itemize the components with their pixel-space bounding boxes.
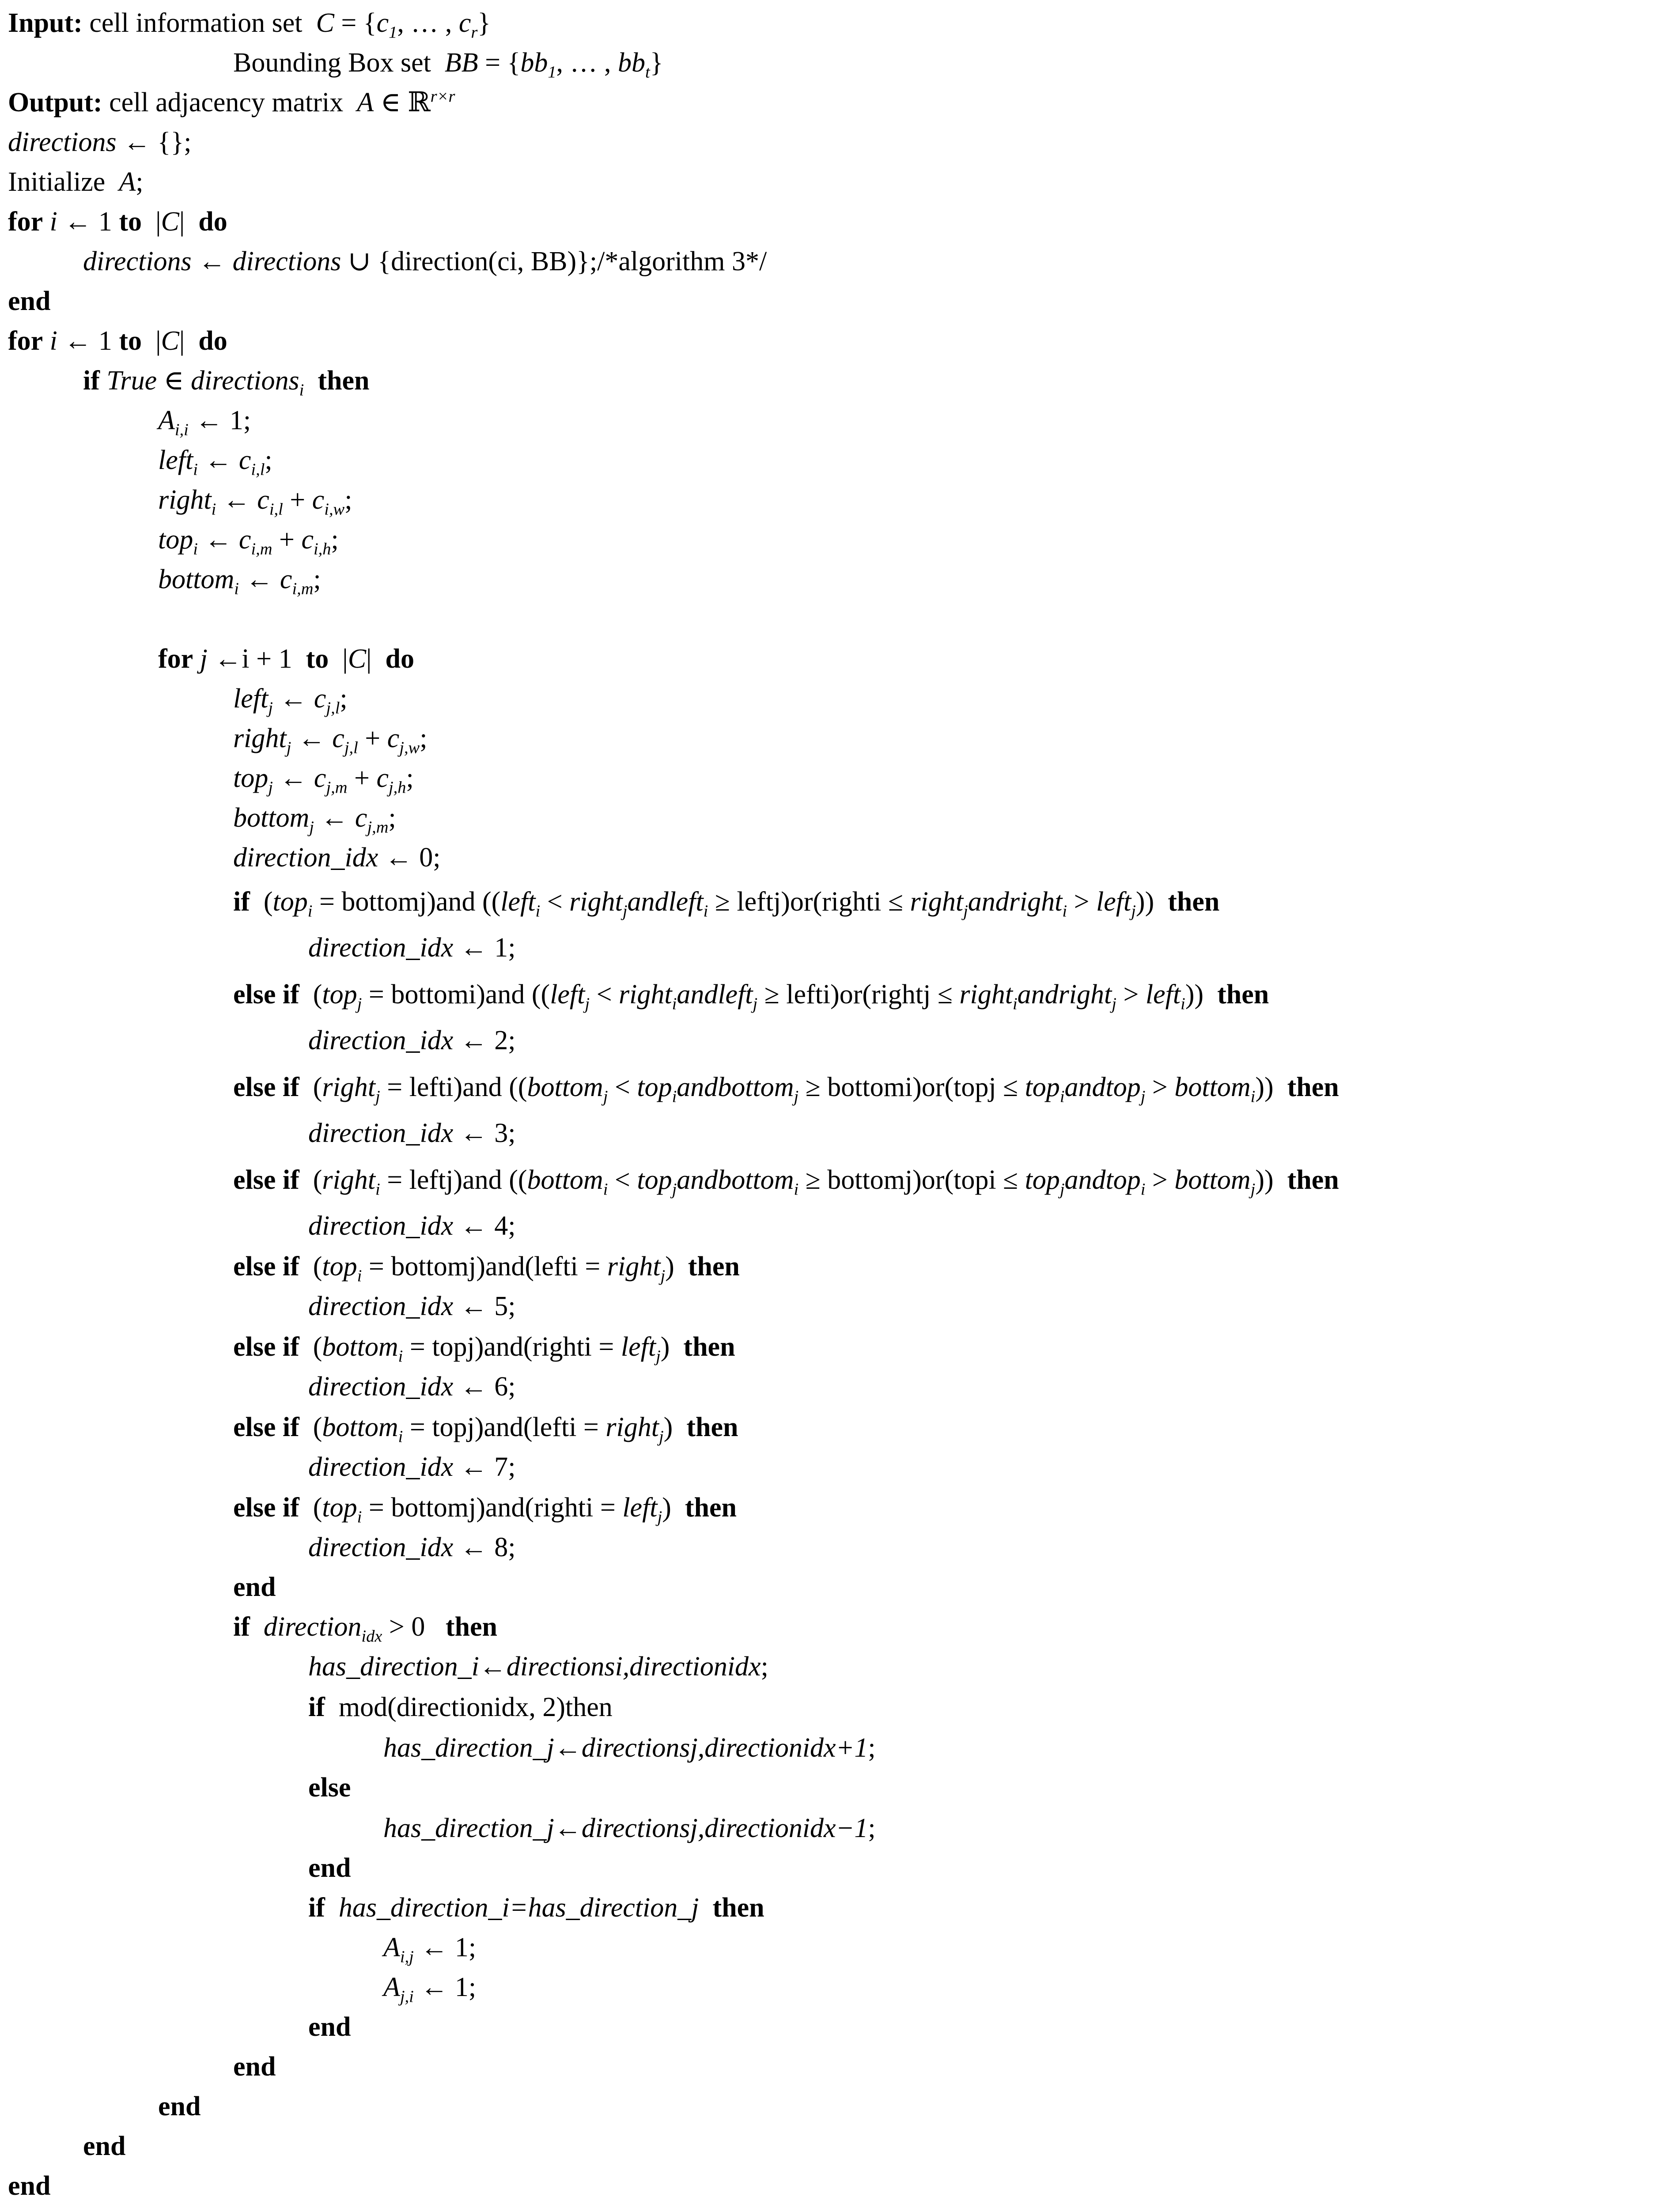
code-line <box>308 1206 516 1246</box>
code-line <box>233 1407 738 1448</box>
code-line-text: direction_idx ← 6; <box>308 1372 516 1402</box>
code-line <box>83 360 370 401</box>
code-line <box>8 122 191 163</box>
code-line-text: else if (bottom$_i$ = topj)and(lefti = right$_j$) then <box>233 1412 738 1446</box>
code-line <box>383 1808 876 1849</box>
code-line <box>233 1607 497 1647</box>
code-line-text: Input: cell information set $C = \{c_1$, … , $c_r$} <box>8 8 491 42</box>
code-line <box>8 201 227 242</box>
code-line-text: direction_idx ← 5; <box>308 1291 516 1321</box>
code-line <box>383 1927 476 1968</box>
code-line <box>308 1848 351 1888</box>
code-line-text: direction_idx ← 1; <box>308 933 516 963</box>
code-line <box>158 559 321 600</box>
code-line-text: else if (top$_i$ = bottomj)and(righti = left$_j$) then <box>233 1493 737 1527</box>
code-line-text: directions ← {}; <box>8 127 192 157</box>
code-line-text: directions ← directions ∪ {direction(ci, BB)};/*algorithm 3*/ <box>83 246 767 276</box>
code-line-text: else if (right$_j$ = lefti)and ((bottom$_j$ < top$_i$andbottom$_j$ ≥ bottomi)or(topj ≤ top$_i$andtop$_j$ > bottom$_i$)) then <box>233 1072 1339 1106</box>
code-line-text: direction_idx ← 3; <box>308 1118 516 1148</box>
code-line <box>233 2046 276 2087</box>
code-line-text: left$_i$ ← $c_{i,l}$; <box>158 445 272 479</box>
code-line <box>158 519 339 560</box>
code-line <box>158 400 251 441</box>
code-line <box>233 1246 740 1287</box>
code-line-text: end <box>8 2171 51 2201</box>
code-line-text: has_direction_j←directionsj,directionidx+1; <box>383 1733 876 1763</box>
code-line-text: has_direction_j←directionsj,directionidx−1; <box>383 1813 876 1843</box>
code-line <box>308 1113 516 1153</box>
code-line-text: end <box>233 2052 276 2082</box>
code-line <box>233 1160 1339 1200</box>
code-line-text: if direction$_{idx}$ > 0 then <box>233 1612 497 1646</box>
code-line-text: has_direction_i←directionsi,directionidx; <box>308 1652 768 1682</box>
code-line-text: top$_i$ ← $c_{i,m} + c_{i,h}$; <box>158 525 339 559</box>
code-line-text: direction_idx ← 0; <box>233 843 441 873</box>
code-line <box>308 1447 516 1487</box>
code-line-text: Output: cell adjacency matrix A ∈ ℝ$^{r\times r}$ <box>8 87 455 117</box>
code-line <box>308 2007 351 2047</box>
code-line <box>233 881 1219 922</box>
code-line <box>8 281 50 321</box>
code-line-text: end <box>83 2131 126 2161</box>
code-line <box>158 639 414 679</box>
code-line-text: for i ← 1 to |C| do <box>8 326 227 356</box>
code-line <box>308 927 516 968</box>
code-line-text: $A_{i,i}$ ← 1; <box>158 405 251 439</box>
code-line-text: if True ∈ directions$_i$ then <box>83 366 370 400</box>
code-line <box>83 241 767 282</box>
code-line <box>233 974 1269 1015</box>
code-line-text: else if (top$_j$ = bottomi)and ((left$_j$ < right$_i$andleft$_j$ ≥ lefti)or(rightj ≤ right$_i$andright$_j$ > left$_i$)) then <box>233 979 1269 1013</box>
code-line <box>233 1567 276 1607</box>
code-line-text: end <box>233 1572 276 1602</box>
code-line-text: top$_j$ ← $c_{j,m} + c_{j,h}$; <box>233 763 414 797</box>
code-line-text: for i ← 1 to |C| do <box>8 207 227 237</box>
code-line-text: for j ←i + 1 to |C| do <box>158 644 414 674</box>
code-line <box>308 1687 613 1728</box>
code-line-text: direction_idx ← 8; <box>308 1532 516 1562</box>
code-line <box>308 1767 351 1808</box>
code-line-text: if (top$_i$ = bottomj)and ((left$_i$ < right$_j$andleft$_i$ ≥ leftj)or(righti ≤ right$_j$andright$_i$ > left$_j$)) then <box>233 887 1220 921</box>
code-line-text: direction_idx ← 7; <box>308 1452 516 1482</box>
code-line-text: direction_idx ← 4; <box>308 1211 516 1241</box>
code-line-text: direction_idx ← 2; <box>308 1025 516 1055</box>
code-line <box>83 2126 125 2166</box>
code-line-text: if mod(directionidx, 2)then <box>308 1692 613 1722</box>
code-line-text: end <box>308 2012 351 2042</box>
code-line-text: bottom$_j$ ← $c_{j,m}$; <box>233 803 396 837</box>
code-line <box>8 162 143 202</box>
code-line <box>8 3 491 43</box>
code-line-text: else if (top$_i$ = bottomj)and(lefti = right$_j$) then <box>233 1251 740 1285</box>
code-line-text: else <box>308 1773 351 1803</box>
code-line <box>233 1327 735 1367</box>
code-line <box>308 1646 768 1687</box>
code-line <box>308 1527 516 1568</box>
code-line <box>233 678 348 719</box>
code-line-text: else if (right$_i$ = leftj)and ((bottom$_i$ < top$_j$andbottom$_i$ ≥ bottomj)or(topi ≤ top$_j$andtop$_i$ > bottom$_j$)) then <box>233 1165 1339 1199</box>
code-line-text: else if (bottom$_i$ = topj)and(righti = left$_j$) then <box>233 1332 735 1366</box>
code-line <box>308 1286 516 1327</box>
code-line <box>233 758 414 798</box>
code-line <box>8 321 227 361</box>
code-line-text: end <box>308 1853 351 1883</box>
code-line <box>308 1366 516 1407</box>
code-line-text: right$_j$ ← $c_{j,l} + c_{j,w}$; <box>233 723 428 757</box>
code-line <box>233 837 441 878</box>
code-line <box>233 1067 1339 1108</box>
code-line-text: Initialize A; <box>8 167 144 197</box>
code-line <box>233 718 427 759</box>
code-line <box>233 1487 737 1528</box>
code-line-text: left$_j$ ← $c_{j,l}$; <box>233 684 348 718</box>
code-line <box>233 42 663 83</box>
code-line-text: $A_{j,i}$ ← 1; <box>383 1972 477 2006</box>
code-line-text: end <box>158 2091 201 2121</box>
code-line <box>308 1887 764 1928</box>
code-line <box>8 2166 50 2206</box>
code-line-text: end <box>8 286 51 316</box>
code-line <box>158 440 272 480</box>
code-line-text: bottom$_i$ ← $c_{i,m}$; <box>158 564 321 598</box>
code-line-text: right$_i$ ← $c_{i,l} + c_{i,w}$; <box>158 485 352 519</box>
code-line <box>233 798 396 838</box>
code-line <box>383 1728 876 1768</box>
code-line <box>158 2086 201 2127</box>
code-line <box>308 1020 516 1061</box>
code-line-text: Bounding Box set BB = {$bb_1$, … , $bb_t$} <box>233 48 663 82</box>
code-line <box>383 1967 476 2008</box>
code-line-text: if has_direction_i=has_direction_j then <box>308 1893 764 1923</box>
code-line-text: $A_{i,j}$ ← 1; <box>383 1932 477 1966</box>
code-line <box>158 480 352 520</box>
code-line <box>8 82 455 123</box>
